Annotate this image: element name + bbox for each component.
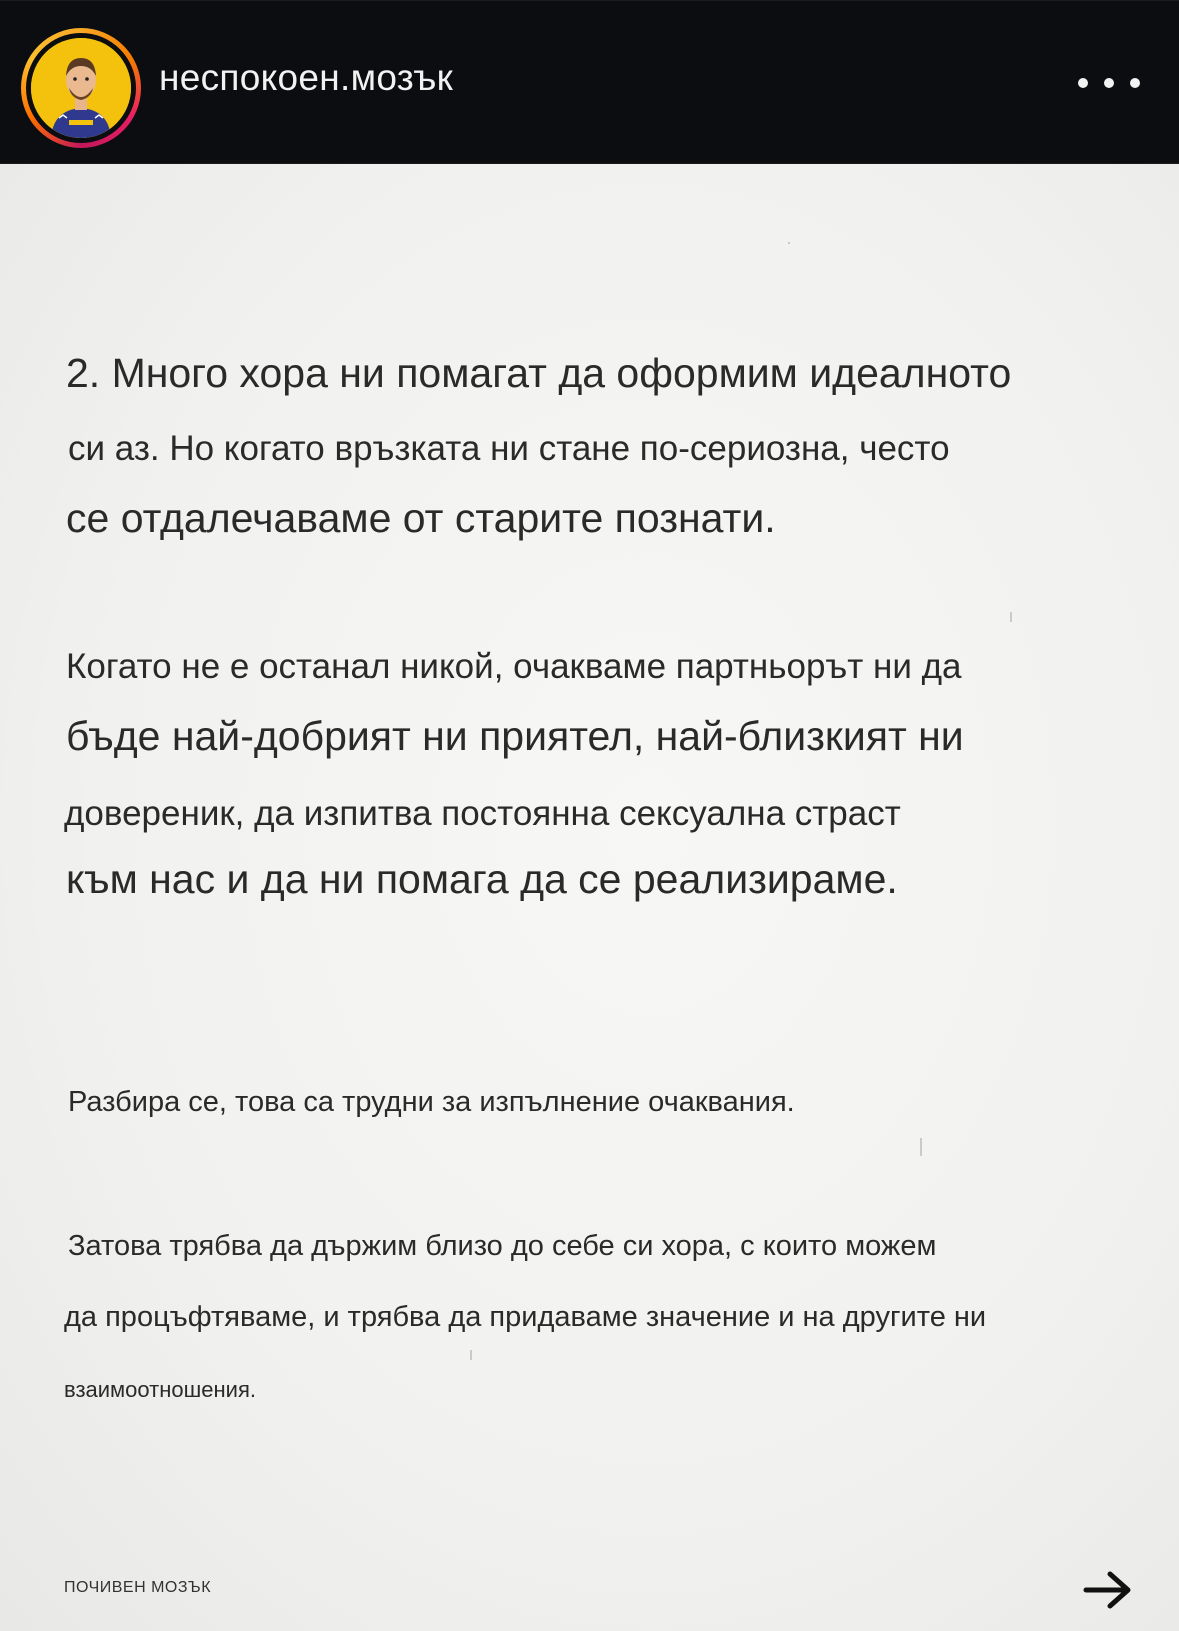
avatar-illustration	[31, 38, 131, 138]
next-slide-button[interactable]	[1082, 1568, 1134, 1612]
avatar-image	[31, 38, 131, 138]
avatar[interactable]	[21, 28, 141, 148]
paragraph2-line: довереник, да изпитва постоянна сексуална страст	[64, 794, 901, 833]
paragraph1-line: се отдалечаваме от старите познати.	[66, 495, 776, 541]
post-header	[0, 0, 1179, 164]
paper-speck	[920, 1138, 922, 1156]
paper-speck	[788, 242, 790, 244]
more-dot-icon	[1104, 78, 1114, 88]
more-dot-icon	[1078, 78, 1088, 88]
post-image	[0, 164, 1179, 1631]
paper-speck	[1010, 612, 1012, 622]
paragraph1-line: 2. Много хора ни помагат да оформим идеалното	[66, 350, 1012, 396]
paragraph3-line: Разбира се, това са трудни за изпълнение очаквания.	[68, 1086, 795, 1118]
paragraph1-line: си аз. Но когато връзката ни стане по-сериозна, често	[68, 429, 950, 468]
more-options-button[interactable]	[1078, 61, 1140, 105]
arrow-right-icon	[1082, 1568, 1134, 1612]
paragraph2-line: към нас и да ни помага да се реализираме.	[66, 856, 898, 902]
paragraph4-line: Затова трябва да държим близо до себе си хора, с които можем	[68, 1230, 937, 1262]
paragraph2-line: Когато не е останал никой, очакваме партньорът ни да	[66, 647, 962, 686]
more-dot-icon	[1130, 78, 1140, 88]
paragraph2-line: бъде най-добрият ни приятел, най-близкият ни	[66, 713, 964, 759]
paragraph4-line: взаимоотношения.	[64, 1377, 256, 1402]
paper-speck	[470, 1350, 472, 1360]
footer-label: ПОЧИВЕН МОЗЪК	[64, 1579, 212, 1596]
username[interactable]: неспокоен.мозък	[159, 57, 454, 98]
paragraph4-line: да процъфтяваме, и трябва да придаваме значение и на другите ни	[64, 1301, 987, 1333]
